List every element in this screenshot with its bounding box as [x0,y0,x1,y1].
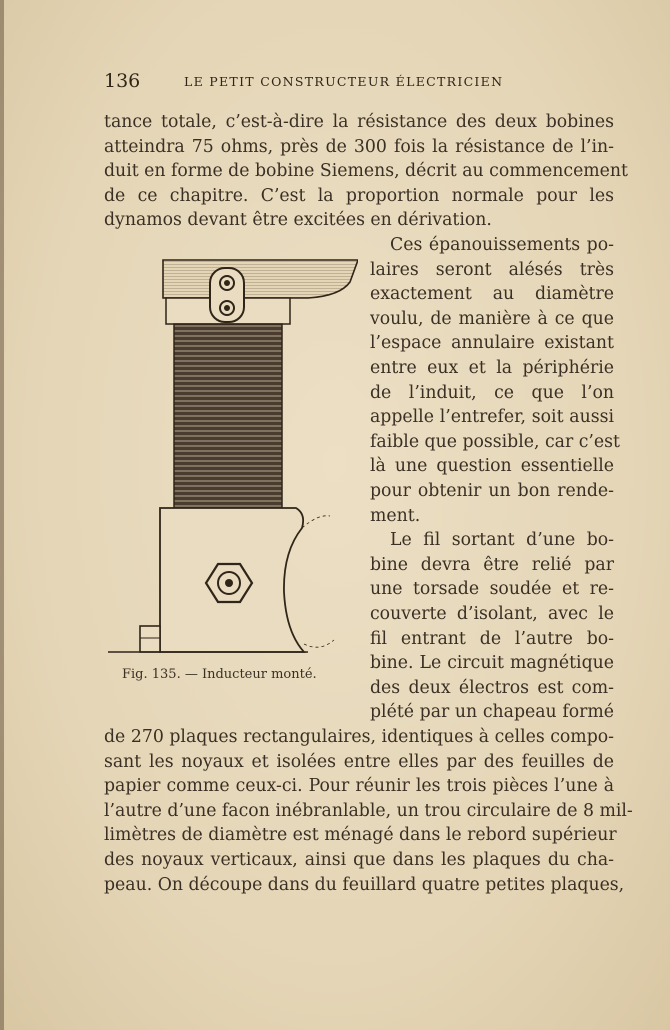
coil-winding [174,324,282,508]
text-line: de 270 plaques rectangulaires, identiques à celles compo- [104,727,614,747]
text-line: atteindra 75 ohms, près de 300 fois la résistance de l’in- [104,136,614,157]
text-line: limètres de diamètre est ménagé dans le rebord supérieur [104,825,617,846]
text-line: ment. [370,505,421,526]
text-line: des noyaux verticaux, ainsi que dans les plaques du cha- [104,850,614,870]
text-line: là une question essentielle [370,456,614,477]
text-line: voulu, de manière à ce que [370,308,614,329]
text-line: exactement au diamètre [370,284,614,305]
text-line: dynamos devant être excitées en dérivation. [104,210,492,231]
text-line: peau. On découpe dans du feuillard quatre petites plaques, [104,874,625,895]
text-line: papier comme ceux-ci. Pour réunir les trois pièces l’une à [104,776,614,797]
foot-bolt [140,626,160,652]
text-line: de l’induit, ce que l’on [370,382,614,403]
text-line: sant les noyaux et isolées entre elles par des feuilles de [104,751,614,772]
text-line: Ces épanouissements po- [390,235,614,255]
page-header [104,70,614,96]
figure-caption: Fig. 135. — Inducteur monté. [122,667,317,682]
text-line: l’espace annulaire existant [370,333,614,354]
text-line: appelle l’entrefer, soit aussi [370,407,614,428]
text-line: de ce chapitre. C’est la proportion normale pour les [104,185,614,206]
text-line: des deux électros est com- [370,677,614,698]
text-line: tance totale, c’est-à-dire la résistance des deux bobines [104,112,614,132]
text-line: couverte d’isolant, avec le [370,604,614,624]
text-line: faible que possible, car c’est [370,431,620,452]
page-number: 136 [104,70,141,92]
pole-shoe-top [163,260,358,298]
inducteur-illustration [108,252,358,662]
text-line: laires seront alésés très [370,259,614,280]
text-line: Le fil sortant d’une bo- [390,530,614,551]
text-line: l’autre d’une facon inébranlable, un trou circulaire de 8 mil- [104,800,633,821]
text-line: pour obtenir un bon rende- [370,481,614,501]
text-line: fil entrant de l’autre bo- [370,628,614,649]
figure-inducteur [108,252,358,662]
text-line: bine devra être relié par [370,554,614,575]
text-line: duit en forme de bobine Siemens, décrit au commencement [104,161,628,182]
text-line: une torsade soudée et re- [370,579,614,600]
running-title: LE PETIT CONSTRUCTEUR ÉLECTRICIEN [184,74,504,89]
page-edge [0,0,4,1030]
text-line: entre eux et la périphérie [370,358,614,378]
text-line: bine. Le circuit magnétique [370,653,614,674]
text-line: plété par un chapeau formé [370,702,614,723]
